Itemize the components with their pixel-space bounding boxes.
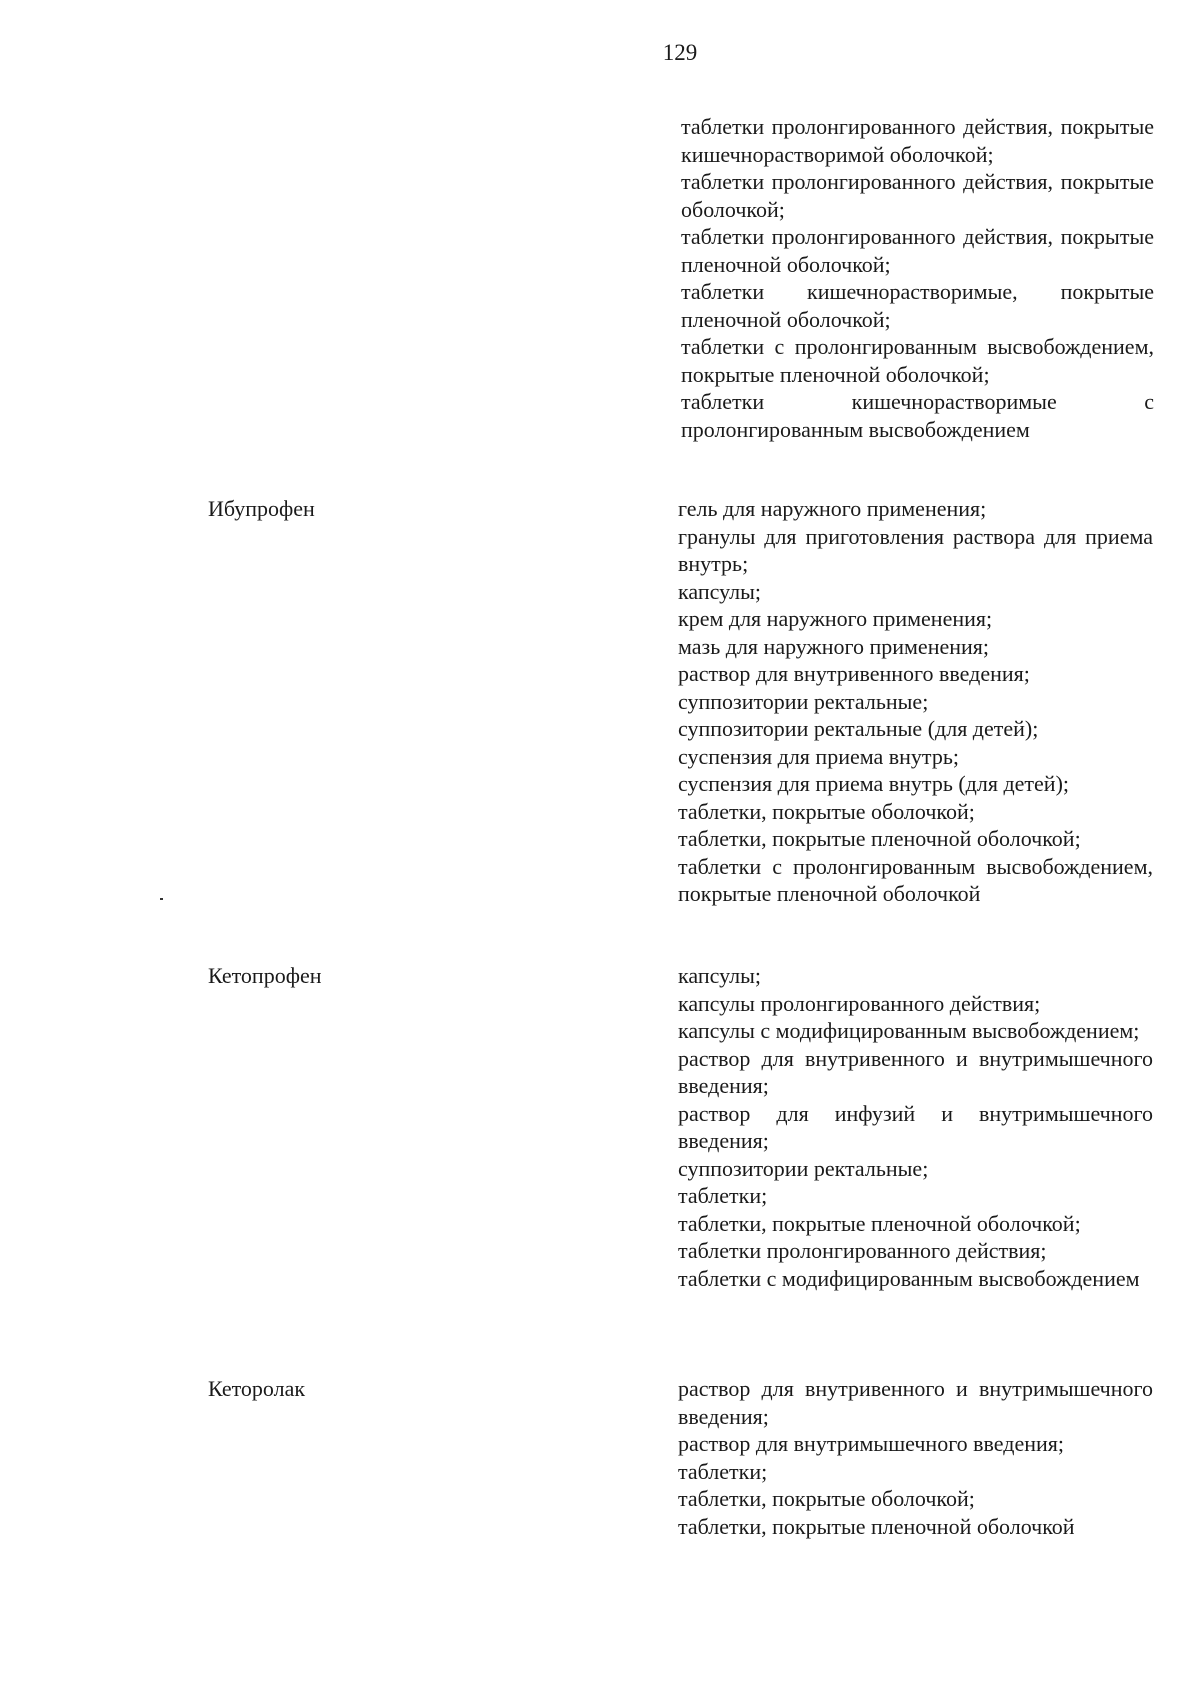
dosage-form: раствор для внутривенного и внутримышечного введения; <box>678 1376 1153 1429</box>
dosage-form: таблетки пролонгированного действия; <box>678 1238 1047 1263</box>
dosage-forms-list <box>678 495 1153 908</box>
dosage-form: таблетки пролонгированного действия, покрытые кишечнорастворимой оболочкой; <box>681 114 1154 167</box>
dosage-form: суппозитории ректальные (для детей); <box>678 716 1039 741</box>
dosage-form: раствор для внутривенного и внутримышечного введения; <box>678 1045 1153 1098</box>
dosage-form: таблетки, покрытые оболочкой; <box>678 1486 975 1511</box>
dosage-form: таблетки кишечнорастворимые с пролонгированным высвобождением <box>681 389 1154 442</box>
dosage-form: гель для наружного применения; <box>678 496 987 521</box>
dosage-form: таблетки пролонгированного действия, покрытые оболочкой; <box>681 169 1154 222</box>
dosage-form: крем для наружного применения; <box>678 606 993 631</box>
dosage-form: таблетки, покрытые пленочной оболочкой; <box>678 826 1081 851</box>
dosage-form: суспензия для приема внутрь (для детей); <box>678 771 1070 796</box>
dosage-form: таблетки с пролонгированным высвобождением, покрытые пленочной оболочкой; <box>681 334 1154 387</box>
dosage-form: капсулы; <box>678 963 761 988</box>
page-number: 129 <box>662 40 698 65</box>
dosage-form: капсулы; <box>678 578 761 604</box>
drug-name: Кеторолак <box>208 1376 306 1401</box>
dosage-form: раствор для внутривенного введения; <box>678 661 1030 686</box>
dosage-form: гранулы для приготовления раствора для приема внутрь; <box>678 523 1153 576</box>
dosage-form: суспензия для приема внутрь; <box>678 743 959 769</box>
dosage-form: мазь для наружного применения; <box>678 633 990 659</box>
dosage-form: таблетки, покрытые пленочной оболочкой <box>678 1513 1075 1539</box>
dosage-forms-list <box>678 1375 1153 1540</box>
dosage-form: таблетки, покрытые пленочной оболочкой; <box>678 1210 1081 1236</box>
drug-name: Кетопрофен <box>208 963 322 988</box>
dosage-forms-list <box>681 113 1154 443</box>
dosage-form: таблетки кишечнорастворимые, покрытые пленочной оболочкой; <box>681 279 1154 332</box>
dosage-form: таблетки с пролонгированным высвобождением, покрытые пленочной оболочкой <box>678 853 1153 906</box>
dosage-form: суппозитории ректальные; <box>678 1155 929 1181</box>
dosage-form: раствор для инфузий и внутримышечного введения; <box>678 1100 1153 1153</box>
dosage-form: капсулы пролонгированного действия; <box>678 990 1041 1016</box>
dosage-form: капсулы с модифицированным высвобождением; <box>678 1018 1140 1043</box>
dosage-forms-list <box>678 962 1153 1292</box>
dosage-form: таблетки с модифицированным высвобождением <box>678 1265 1140 1291</box>
dosage-form: раствор для внутримышечного введения; <box>678 1431 1065 1456</box>
scan-speck <box>160 898 163 900</box>
dosage-form: таблетки; <box>678 1458 768 1484</box>
dosage-form: таблетки, покрытые оболочкой; <box>678 798 975 824</box>
dosage-form: таблетки; <box>678 1183 768 1208</box>
drug-name: Ибупрофен <box>208 496 315 521</box>
dosage-form: суппозитории ректальные; <box>678 688 929 714</box>
dosage-form: таблетки пролонгированного действия, покрытые пленочной оболочкой; <box>681 224 1154 277</box>
